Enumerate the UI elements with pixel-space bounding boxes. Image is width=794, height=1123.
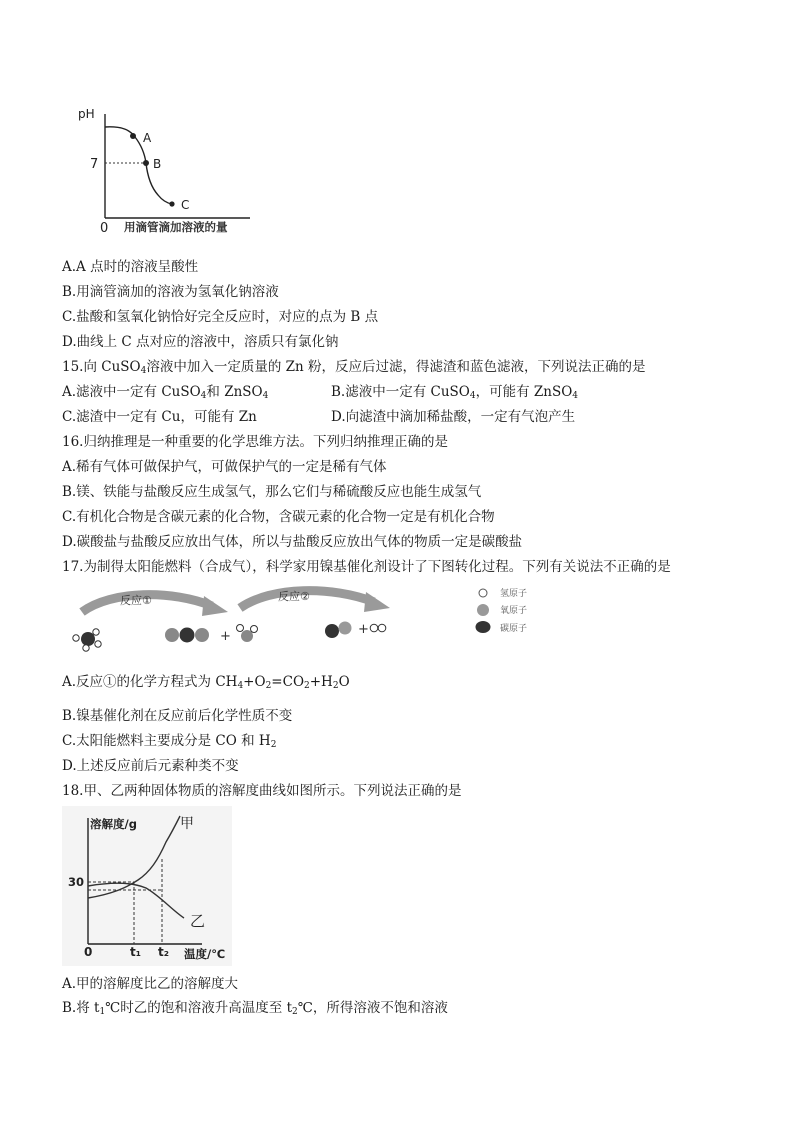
q18-stem: 18.甲、乙两种固体物质的溶解度曲线如图所示。下列说法正确的是 <box>62 783 462 799</box>
molecule-co2-c <box>180 628 195 643</box>
q17-option-d: D.上述反应前后元素种类不变 <box>62 758 239 774</box>
legend-carbon-icon <box>476 621 491 633</box>
q16-option-b: B.镁、铁能与盐酸反应生成氢气，那么它们与稀硫酸反应也能生成氢气 <box>62 484 482 500</box>
solubility-curve-figure <box>62 806 232 966</box>
plus-sign-1: + <box>220 629 231 644</box>
q14-option-d: D.曲线上 C 点对应的溶液中，溶质只有氯化钠 <box>62 334 339 350</box>
q16-option-a: A.稀有气体可做保护气，可做保护气的一定是稀有气体 <box>62 459 387 475</box>
q15-option-a: A.滤液中一定有 CuSO$_4$和 ZnSO$_4$ <box>62 384 269 401</box>
sol-y-tick-30: 30 <box>68 875 85 889</box>
sol-x-label: 温度/℃ <box>184 947 226 961</box>
plus-sign-2: + <box>358 622 369 637</box>
sol-t1-label: t₁ <box>130 945 141 959</box>
molecule-ch4-h2 <box>93 629 99 635</box>
q17-option-b: B.镍基催化剂在反应前后化学性质不变 <box>62 708 293 724</box>
q15-stem: 15.向 CuSO$_4$溶液中加入一定质量的 Zn 粉，反应后过滤，得滤渣和蓝色滤液，下列说法正确的是 <box>62 359 646 376</box>
q15-option-b: B.滤液中一定有 CuSO$_4$，可能有 ZnSO$_4$ <box>331 384 578 401</box>
legend-hydrogen-label: 氢原子 <box>500 589 528 599</box>
q17-stem: 17.为制得太阳能燃料（合成气），科学家用镍基催化剂设计了下图转化过程。下列有关说法不正确的是 <box>62 559 671 575</box>
q16-stem: 16.归纳推理是一种重要的化学思维方法。下列归纳推理正确的是 <box>62 434 448 450</box>
reaction2-arrowhead <box>364 592 390 612</box>
q14-option-c: C.盐酸和氢氧化钠恰好完全反应时，对应的点为 B 点 <box>62 309 379 325</box>
ph-origin-label: 0 <box>100 221 109 236</box>
sol-t2-label: t₂ <box>158 945 169 959</box>
ph-point-b <box>143 160 149 166</box>
molecule-co-c <box>325 624 339 638</box>
ph-y-label: pH <box>78 107 95 121</box>
ph-label-b: B <box>153 157 162 171</box>
molecule-h2-h2 <box>378 624 386 632</box>
q17-option-c: C.太阳能燃料主要成分是 CO 和 $H_2$ <box>62 733 277 750</box>
q18-option-b: B.将 $t_1℃$时乙的饱和溶液升高温度至 $t_2℃$，所得溶液不饱和溶液 <box>62 1000 448 1017</box>
molecule-co2-o1 <box>165 628 179 642</box>
molecule-h2o-h1 <box>237 625 244 632</box>
q14-option-a: A.A 点时的溶液呈酸性 <box>62 259 199 275</box>
q14-option-b: B.用滴管滴加的溶液为氢氧化钠溶液 <box>62 284 279 300</box>
reaction-diagram <box>62 582 542 658</box>
ph-point-a <box>130 133 136 139</box>
ph-curve-figure <box>70 100 270 240</box>
ph-label-c: C <box>181 198 190 212</box>
ph-y-tick-7: 7 <box>90 157 99 172</box>
ph-point-c <box>169 201 174 206</box>
ph-curve-line <box>105 127 172 204</box>
legend-oxygen-icon <box>477 604 489 616</box>
molecule-ch4-carbon <box>81 632 95 646</box>
q16-option-d: D.碳酸盐与盐酸反应放出气体，所以与盐酸反应放出气体的物质一定是碳酸盐 <box>62 534 523 550</box>
molecule-co-o <box>339 622 352 635</box>
reaction1-label: 反应① <box>120 594 152 607</box>
molecule-ch4-h1 <box>73 635 79 641</box>
q18-option-a: A.甲的溶解度比乙的溶解度大 <box>62 976 239 992</box>
reaction1-arrowhead <box>202 596 228 616</box>
q15-option-c: C.滤渣中一定有 Cu，可能有 Zn <box>62 409 257 425</box>
q16-option-c: C.有机化合物是含碳元素的化合物，含碳元素的化合物一定是有机化合物 <box>62 509 495 525</box>
molecule-co2-o2 <box>195 628 209 642</box>
reaction2-label: 反应② <box>278 590 310 603</box>
series-yi-label: 乙 <box>190 912 206 930</box>
molecule-h2o-h2 <box>251 626 258 633</box>
legend-hydrogen-icon <box>479 589 487 597</box>
legend-carbon-label: 碳原子 <box>500 624 528 634</box>
q15-option-d: D.向滤渣中滴加稀盐酸，一定有气泡产生 <box>331 409 576 425</box>
molecule-ch4-h3 <box>95 641 101 647</box>
q17-option-a: A.反应①的化学方程式为 $CH_4+O_2=CO_2+H_2O$ <box>62 674 350 691</box>
molecule-h2-h1 <box>370 624 378 632</box>
molecule-ch4-h4 <box>83 645 89 651</box>
ph-label-a: A <box>143 131 152 145</box>
sol-origin-label: 0 <box>84 945 93 959</box>
ph-x-label: 用滴管滴加溶液的量 <box>124 220 228 234</box>
legend-oxygen-label: 氧原子 <box>500 606 528 616</box>
sol-y-label: 溶解度/g <box>90 817 137 831</box>
series-jia-label: 甲 <box>180 816 194 832</box>
